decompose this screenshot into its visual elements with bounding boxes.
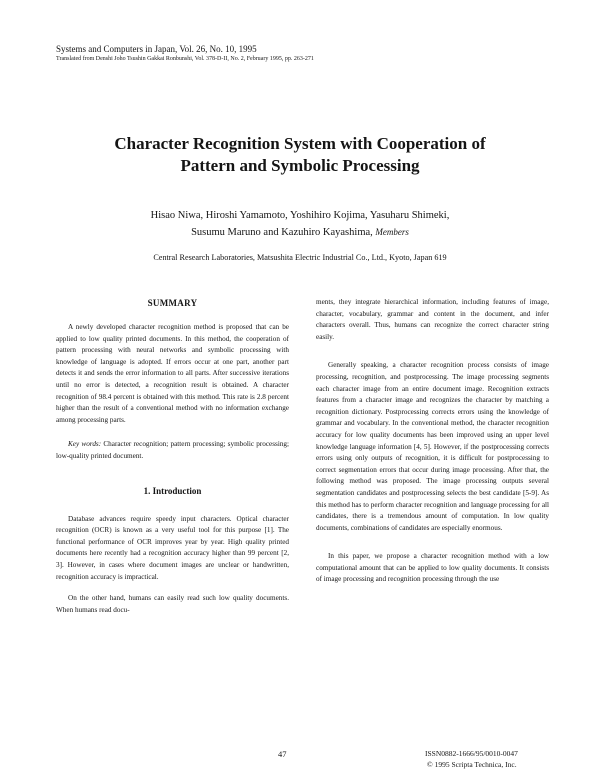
intro-paragraph-2-continued: ments, they integrate hierarchical information, including features of image, character, vocabulary, grammar and content in the document, and infer characters overall. Thus, humans can recognize the correct character string easily. (316, 298, 549, 341)
authors-line-1: Hisao Niwa, Hiroshi Yamamoto, Yoshihiro Kojima, Yasuharu Shimeki, (150, 210, 450, 221)
summary-heading: SUMMARY (147, 298, 198, 308)
paper-title (60, 133, 540, 177)
journal-citation: Systems and Computers in Japan, Vol. 26, No. 10, 1995 (56, 44, 257, 54)
summary-text: A newly developed character recognition method is proposed that can be applied to low quality printed documents. In this method, the cooperation of pattern processing with neural networks and symbolic processing with knowledge of language is adopted. If errors occur at one part, another part detects it and sends the error information to all parts. After successive iterations until no error is detected, a recognition result is obtained. A character recognition of 98.4 percent is obtained with this method. This rate is 2.8 percent higher than the result of a conventional method with no information exchange among processing parts. (56, 323, 289, 424)
authors-line-2 (40, 224, 560, 241)
copyright: © 1995 Scripta Technica, Inc. (427, 760, 517, 769)
intro-paragraph-3: Generally speaking, a character recognition process consists of image processing, recognition, and postprocessing. The image processing segments each character image from an entire document image. Recognition extracts features from a character image and recognizes the character by matching a recognition dictionary. Postprocessing corrects errors using the knowledge of grammar and vocabulary. In the conventional method, the character recognition accuracy for low quality documents has been improved using an upper level knowledge language information [4, 5]. However, if the postprocessing corrects errors using only outputs of recognition, it is difficult for postprocessing to correct segmentation errors that occur during image processing. After that, the following method was proposed. The image processing outputs several segmentation candidates and postprocessing selects the best candidate [5-9]. As this method has to perform character recognition and language processing for all candidates, there is a tremendous amount of computation. In low quality documents, combinations of candidates are especially enormous. (316, 361, 549, 532)
affiliation: Central Research Laboratories, Matsushita Electric Industrial Co., Ltd., Kyoto, Japan 619 (153, 253, 447, 262)
members-label: Members (375, 227, 409, 237)
title-line-1: Character Recognition System with Cooperation of (114, 134, 486, 153)
left-column (56, 297, 289, 616)
title-line-2: Pattern and Symbolic Processing (180, 156, 420, 175)
keywords-text: Character recognition; pattern processing; symbolic processing; low-quality printed document. (56, 440, 290, 460)
author-list (40, 208, 560, 241)
keywords (56, 439, 289, 462)
right-column (316, 297, 549, 586)
issn-block (425, 748, 518, 770)
intro-paragraph-2-start: On the other hand, humans can easily read such low quality documents. When humans read docu- (56, 594, 289, 614)
issn-code: ISSN0882-1666/95/0010-0047 (425, 749, 518, 758)
introduction-heading: 1. Introduction (143, 485, 202, 496)
intro-paragraph-1: Database advances require speedy input characters. Optical character recognition (OCR) is known as a very useful tool for this purpose [1]. The functional performance of OCR improves year by year. High quality printed documents here recently had a recognition accuracy higher than 99 percent [2, 3]. However, in cases where document images are unclear or handwritten, recognition accuracy is impractical. (56, 514, 289, 581)
authors-line-2-names: Susumu Maruno and Kazuhiro Kayashima, (191, 227, 373, 238)
keywords-label: Key words: (68, 440, 102, 449)
intro-paragraph-4: In this paper, we propose a character recognition method with a low computational amount that can be applied to low quality documents. It consists of image processing and recognition processing through the use (316, 552, 549, 584)
translation-note: Translated from Denshi Joho Tsushin Gakkai Ronbunshi, Vol. 378-D-II, No. 2, February 1995, pp. 263-271 (56, 56, 314, 62)
page-number: 47 (278, 749, 287, 759)
